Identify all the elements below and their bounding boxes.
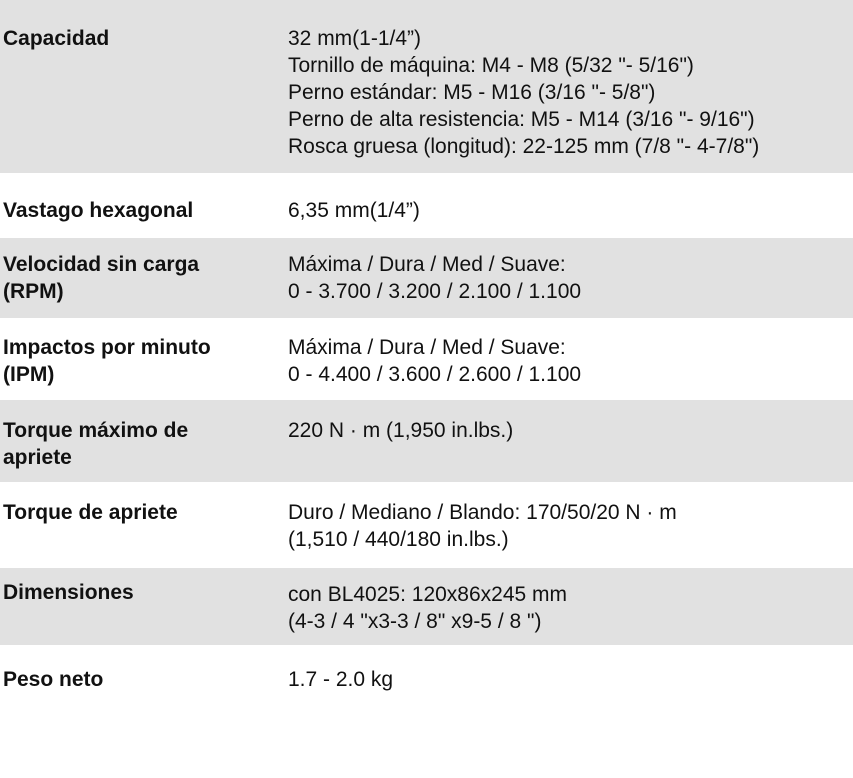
spec-value — [288, 417, 853, 444]
spec-row-velocidad-sin-carga — [0, 238, 853, 318]
spec-label: Torque de apriete — [3, 501, 178, 524]
spec-label: Vastago hexagonal — [3, 199, 194, 222]
spec-row-vastago-hexagonal — [0, 185, 853, 238]
spec-value — [288, 666, 853, 693]
spec-row-dimensiones — [0, 568, 853, 645]
spec-row-torque-maximo — [0, 400, 853, 482]
spec-value-line: Perno estándar: M5 - M16 (3/16 "- 5/8") — [288, 81, 656, 104]
spec-value-line: Perno de alta resistencia: M5 - M14 (3/16 "- 9/16") — [288, 108, 755, 131]
spec-label: Capacidad — [3, 27, 110, 50]
spec-value-line: Máxima / Dura / Med / Suave: — [288, 336, 566, 359]
spec-label: Dimensiones — [3, 581, 134, 604]
spec-label: Peso neto — [3, 668, 104, 691]
spec-value — [288, 197, 853, 224]
spec-row-capacidad — [0, 9, 853, 173]
spec-value-line: 1.7 - 2.0 kg — [288, 668, 394, 691]
spec-value-line: Máxima / Dura / Med / Suave: — [288, 253, 566, 276]
spec-value-line: (4-3 / 4 "x3-3 / 8" x9-5 / 8 ") — [288, 610, 542, 633]
spec-value-line: 32 mm(1-1/4”) — [288, 27, 422, 50]
spec-row-impactos-por-minuto — [0, 318, 853, 400]
spec-value — [288, 251, 853, 305]
spec-value — [288, 334, 853, 388]
spec-row-peso-neto — [0, 645, 853, 705]
spec-value-line: 0 - 4.400 / 3.600 / 2.600 / 1.100 — [288, 363, 582, 386]
spec-value — [288, 499, 853, 553]
spec-value-line: 6,35 mm(1/4”) — [288, 199, 420, 222]
spec-value-line: Duro / Mediano / Blando: 170/50/20 N · m — [288, 501, 677, 524]
spec-label: Velocidad sin carga (RPM) — [3, 253, 200, 303]
spec-value-line: 220 N · m (1,950 in.lbs.) — [288, 419, 514, 442]
spec-value — [288, 25, 853, 160]
spec-label: Impactos por minuto (IPM) — [3, 336, 211, 386]
spec-value-line: Tornillo de máquina: M4 - M8 (5/32 "- 5/16") — [288, 54, 694, 77]
spec-label: Torque máximo de apriete — [3, 419, 189, 469]
spec-value — [288, 581, 853, 635]
spec-row-torque-de-apriete — [0, 482, 853, 568]
spec-value-line: Rosca gruesa (longitud): 22-125 mm (7/8 "- 4-7/8") — [288, 135, 760, 158]
spec-value-line: 0 - 3.700 / 3.200 / 2.100 / 1.100 — [288, 280, 582, 303]
spec-value-line: con BL4025: 120x86x245 mm — [288, 583, 568, 606]
top-strip — [0, 0, 853, 9]
spec-value-line: (1,510 / 440/180 in.lbs.) — [288, 528, 509, 551]
